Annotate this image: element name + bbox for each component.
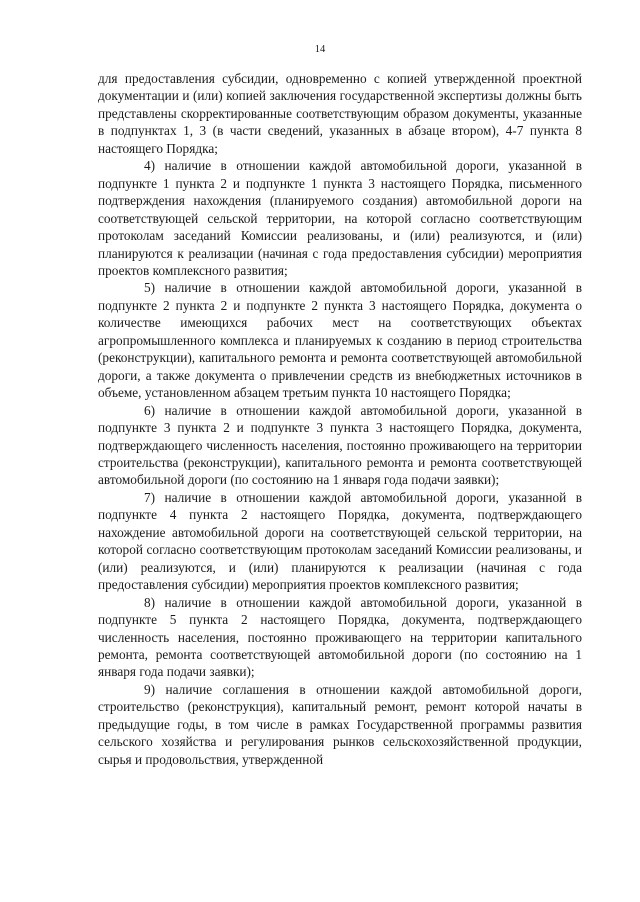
paragraph-item-6: 6) наличие в отношении каждой автомобильной дороги, указанной в подпункте 3 пункта 2 и подпункте 3 пункта 3 настоящего Порядка, документа, подтверждающего численность населения, постоянно проживающего на территории строительства (реконструкции), капитального ремонта и ремонта соответствующей автомобильной дороги (по состоянию на 1 января года подачи заявки); [98,402,582,488]
paragraph-item-9: 9) наличие соглашения в отношении каждой автомобильной дороги, строительство (реконструкция), капитальный ремонт, ремонт которой начаты в предыдущие годы, в том числе в рамках Государственной программы развития сельского хозяйства и регулирования рынков сельскохозяйственной продукции, сырья и продовольствия, утвержденной [98,681,582,767]
paragraph-item-7: 7) наличие в отношении каждой автомобильной дороги, указанной в подпункте 4 пункта 2 настоящего Порядка, документа, подтверждающего нахождение автомобильной дороги на соответствующей сельской территории, на которой согласно соответствующим протоколам заседаний Комиссии реализованы, и (или) реализуются, и (или) планируются к реализации (начиная с года предоставления субсидии) мероприятия проектов комплексного развития; [98,489,582,593]
paragraph-item-8: 8) наличие в отношении каждой автомобильной дороги, указанной в подпункте 5 пункта 2 настоящего Порядка, документа, подтверждающего численность населения, постоянно проживающего на территории капитального ремонта, ремонта соответствующей автомобильной дороги (по состоянию на 1 января года подачи заявки); [98,594,582,680]
paragraph-continuation: для предоставления субсидии, одновременно с копией утвержденной проектной документации и (или) копией заключения государственной экспертизы должны быть представлены скорректированные соответствующим образом документы, указанные в подпунктах 1, 3 (в части сведений, указанных в абзаце втором), 4-7 пункта 8 настоящего Порядка; [98,71,582,156]
page-number: 14 [314,44,326,55]
document-body [98,70,582,768]
paragraph-item-4: 4) наличие в отношении каждой автомобильной дороги, указанной в подпункте 1 пункта 2 и подпункте 1 пункта 3 настоящего Порядка, письменного подтверждения нахождения (планируемого создания) автомобильной дороги на соответствующей сельской территории, на которой согласно соответствующим протоколам заседаний Комиссии реализованы, и (или) реализуются, и (или) планируются к реализации (начиная с года предоставления субсидии) мероприятия проектов комплексного развития; [98,158,582,278]
paragraph-item-5: 5) наличие в отношении каждой автомобильной дороги, указанной в подпункте 2 пункта 2 и подпункте 2 пункта 3 настоящего Порядка, документа о количестве имеющихся рабочих мест на соответствующих объектах агропромышленного комплекса и планируемых к созданию в период строительства (реконструкции), капитального ремонта и ремонта соответствующей автомобильной дороги, а также документа о привлечении средств из внебюджетных источников в объеме, установленном абзацем третьим пункта 10 настоящего Порядка; [98,280,582,401]
